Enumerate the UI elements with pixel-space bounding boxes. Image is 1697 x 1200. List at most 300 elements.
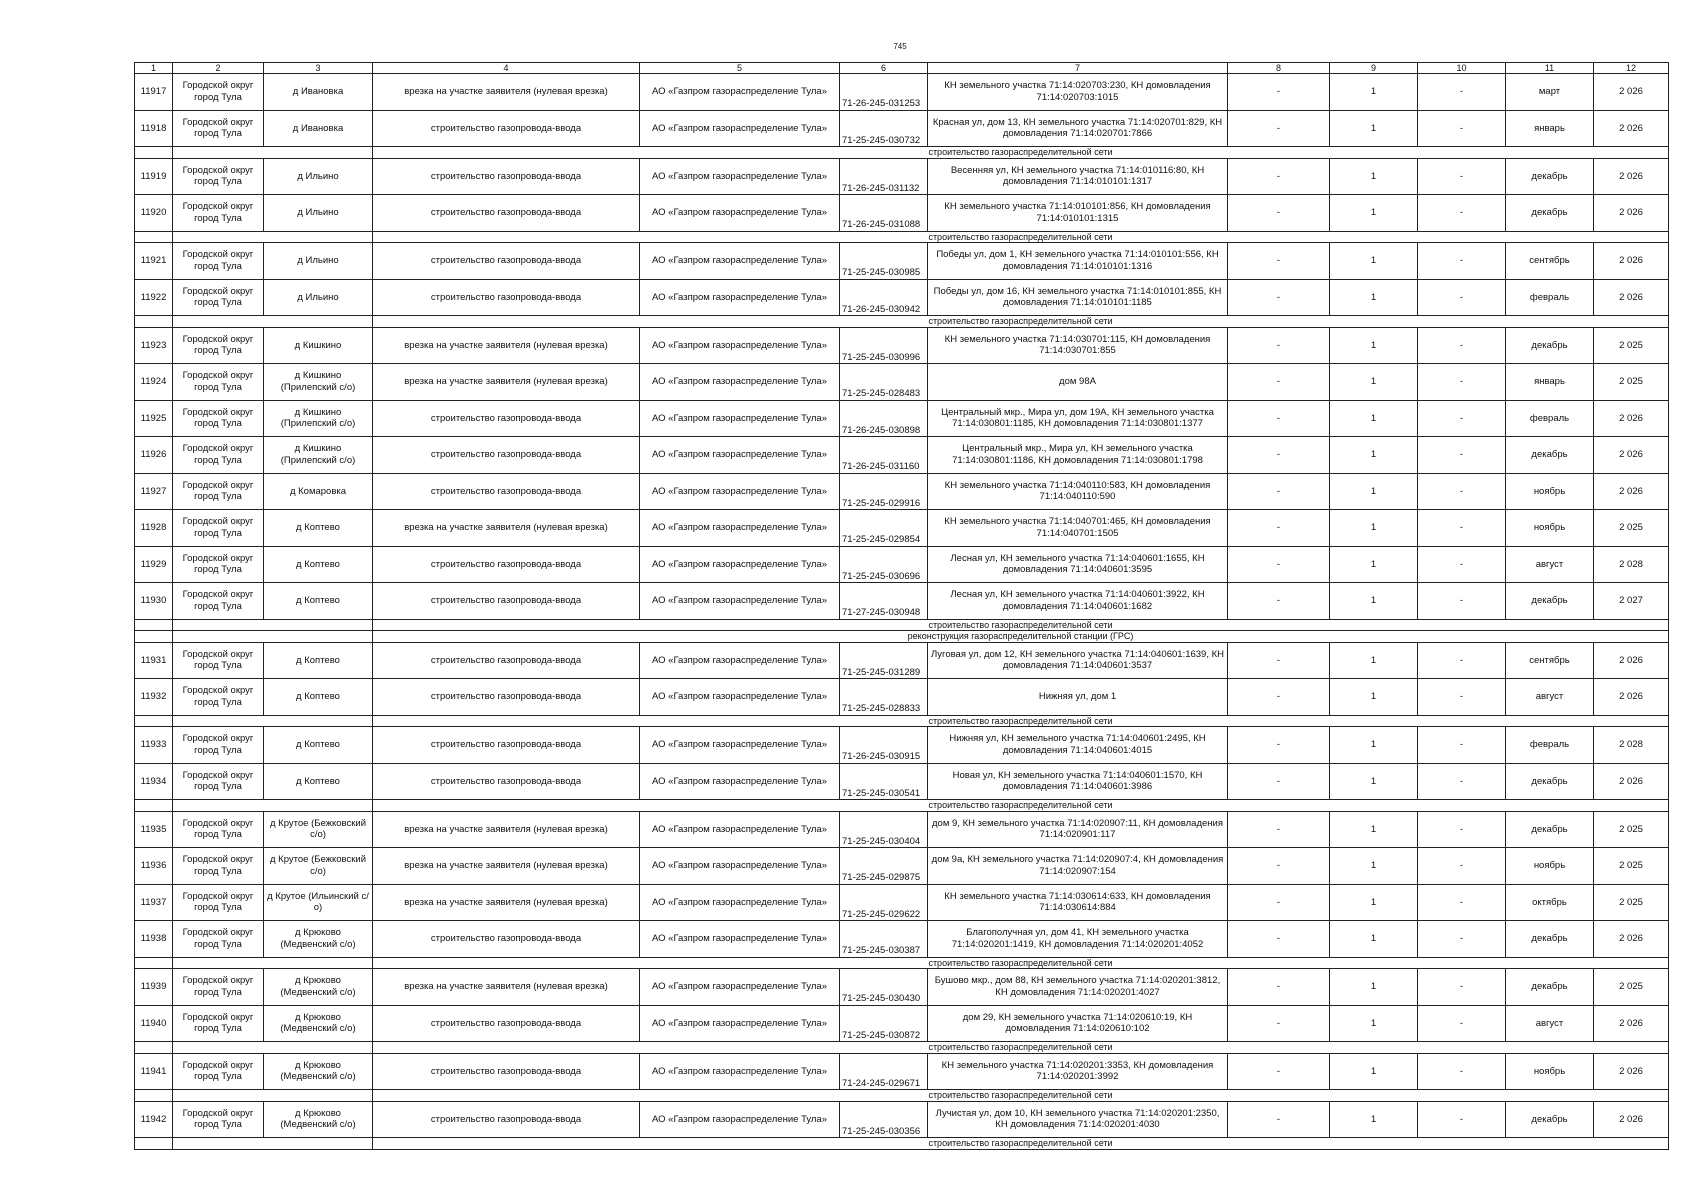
table-body (135, 63, 1669, 1150)
work-type-cell: врезка на участке заявителя (нулевая врезка) (373, 884, 640, 921)
year-cell: 2 026 (1594, 279, 1669, 316)
code-cell: 71-25-245-030430 (840, 969, 928, 1006)
code-cell: 71-25-245-030356 (840, 1101, 928, 1138)
col10-cell: - (1418, 1053, 1506, 1090)
col10-cell: - (1418, 437, 1506, 474)
col10-cell: - (1418, 763, 1506, 800)
code-cell: 71-26-245-031088 (840, 195, 928, 232)
organization-cell: АО «Газпром газораспределение Тула» (640, 642, 840, 679)
year-cell: 2 026 (1594, 243, 1669, 280)
section-title: строительство газораспределительной сети (373, 147, 1669, 159)
table-row (135, 510, 1669, 547)
col10-cell: - (1418, 279, 1506, 316)
code-cell: 71-26-245-030898 (840, 400, 928, 437)
row-number: 11919 (135, 158, 173, 195)
organization-cell: АО «Газпром газораспределение Тула» (640, 884, 840, 921)
col10-cell: - (1418, 969, 1506, 1006)
col8-cell: - (1228, 279, 1330, 316)
col8-cell: - (1228, 1053, 1330, 1090)
row-number: 11920 (135, 195, 173, 232)
table-row (135, 473, 1669, 510)
col9-cell: 1 (1330, 679, 1418, 716)
col8-cell: - (1228, 1005, 1330, 1042)
locality-cell: д Коптево (264, 510, 373, 547)
section-empty-cell (173, 231, 373, 243)
table-row (135, 327, 1669, 364)
locality-cell: д Ильино (264, 158, 373, 195)
district-cell: Городской округ город Тула (173, 243, 264, 280)
month-cell: февраль (1506, 279, 1594, 316)
month-cell: ноябрь (1506, 848, 1594, 885)
object-description-cell: КН земельного участка 71:14:040110:583, КН домовладения 71:14:040110:590 (928, 473, 1228, 510)
col8-cell: - (1228, 546, 1330, 583)
col8-cell: - (1228, 243, 1330, 280)
object-description-cell: дом 98А (928, 364, 1228, 401)
col8-cell: - (1228, 327, 1330, 364)
section-row (135, 316, 1669, 328)
organization-cell: АО «Газпром газораспределение Тула» (640, 1101, 840, 1138)
col8-cell: - (1228, 969, 1330, 1006)
section-row (135, 1138, 1669, 1150)
col8-cell: - (1228, 158, 1330, 195)
col-header: 7 (928, 63, 1228, 74)
locality-cell: д Кишкино (Прилепский с/о) (264, 400, 373, 437)
col10-cell: - (1418, 158, 1506, 195)
code-cell: 71-27-245-030948 (840, 583, 928, 620)
table-row (135, 1005, 1669, 1042)
month-cell: октябрь (1506, 884, 1594, 921)
organization-cell: АО «Газпром газораспределение Тула» (640, 110, 840, 147)
locality-cell: д Кишкино (Прилепский с/о) (264, 364, 373, 401)
section-row (135, 800, 1669, 812)
code-cell: 71-25-245-029622 (840, 884, 928, 921)
row-number: 11925 (135, 400, 173, 437)
row-number: 11933 (135, 727, 173, 764)
col8-cell: - (1228, 848, 1330, 885)
page-number: 745 (893, 42, 907, 51)
section-empty-cell (135, 619, 173, 631)
section-empty-cell (135, 631, 173, 643)
code-cell: 71-25-245-030985 (840, 243, 928, 280)
month-cell: ноябрь (1506, 1053, 1594, 1090)
locality-cell: д Крюково (Медвенский с/о) (264, 1053, 373, 1090)
header-row (135, 63, 1669, 74)
table-row (135, 437, 1669, 474)
col9-cell: 1 (1330, 642, 1418, 679)
district-cell: Городской округ город Тула (173, 279, 264, 316)
year-cell: 2 026 (1594, 642, 1669, 679)
year-cell: 2 025 (1594, 848, 1669, 885)
row-number: 11940 (135, 1005, 173, 1042)
district-cell: Городской округ город Тула (173, 727, 264, 764)
section-title: реконструкция газораспределительной станции (ГРС) (373, 631, 1669, 643)
table-row (135, 195, 1669, 232)
year-cell: 2 026 (1594, 1101, 1669, 1138)
table-row (135, 811, 1669, 848)
work-type-cell: строительство газопровода-ввода (373, 583, 640, 620)
year-cell: 2 027 (1594, 583, 1669, 620)
section-empty-cell (135, 147, 173, 159)
year-cell: 2 026 (1594, 679, 1669, 716)
section-empty-cell (173, 800, 373, 812)
col10-cell: - (1418, 195, 1506, 232)
district-cell: Городской округ город Тула (173, 110, 264, 147)
year-cell: 2 025 (1594, 811, 1669, 848)
object-description-cell: дом 29, КН земельного участка 71:14:020610:19, КН домовладения 71:14:020610:102 (928, 1005, 1228, 1042)
col9-cell: 1 (1330, 327, 1418, 364)
table-row (135, 679, 1669, 716)
row-number: 11937 (135, 884, 173, 921)
locality-cell: д Коптево (264, 583, 373, 620)
code-cell: 71-25-245-030732 (840, 110, 928, 147)
code-cell: 71-25-245-028833 (840, 679, 928, 716)
organization-cell: АО «Газпром газораспределение Тула» (640, 583, 840, 620)
organization-cell: АО «Газпром газораспределение Тула» (640, 400, 840, 437)
col8-cell: - (1228, 763, 1330, 800)
table-row (135, 1101, 1669, 1138)
work-type-cell: строительство газопровода-ввода (373, 279, 640, 316)
organization-cell: АО «Газпром газораспределение Тула» (640, 1053, 840, 1090)
month-cell: сентябрь (1506, 243, 1594, 280)
code-cell: 71-25-245-030996 (840, 327, 928, 364)
work-type-cell: строительство газопровода-ввода (373, 110, 640, 147)
col10-cell: - (1418, 546, 1506, 583)
organization-cell: АО «Газпром газораспределение Тула» (640, 279, 840, 316)
month-cell: январь (1506, 364, 1594, 401)
code-cell: 71-25-245-029875 (840, 848, 928, 885)
object-description-cell: КН земельного участка 71:14:020201:3353, КН домовладения 71:14:020201:3992 (928, 1053, 1228, 1090)
district-cell: Городской округ город Тула (173, 921, 264, 958)
year-cell: 2 026 (1594, 74, 1669, 111)
section-row (135, 715, 1669, 727)
col10-cell: - (1418, 74, 1506, 111)
locality-cell: д Кишкино (Прилепский с/о) (264, 437, 373, 474)
col-header: 6 (840, 63, 928, 74)
col10-cell: - (1418, 473, 1506, 510)
section-row (135, 1042, 1669, 1054)
district-cell: Городской округ город Тула (173, 473, 264, 510)
section-empty-cell (135, 1138, 173, 1150)
month-cell: декабрь (1506, 583, 1594, 620)
locality-cell: д Крюково (Медвенский с/о) (264, 921, 373, 958)
code-cell: 71-26-245-031253 (840, 74, 928, 111)
year-cell: 2 025 (1594, 364, 1669, 401)
table-row (135, 74, 1669, 111)
month-cell: февраль (1506, 400, 1594, 437)
month-cell: август (1506, 1005, 1594, 1042)
col10-cell: - (1418, 583, 1506, 620)
section-title: строительство газораспределительной сети (373, 1090, 1669, 1102)
section-title: строительство газораспределительной сети (373, 619, 1669, 631)
district-cell: Городской округ город Тула (173, 1005, 264, 1042)
work-type-cell: строительство газопровода-ввода (373, 763, 640, 800)
locality-cell: д Ильино (264, 195, 373, 232)
object-description-cell: КН земельного участка 71:14:020703:230, КН домовладения 71:14:020703:1015 (928, 74, 1228, 111)
col8-cell: - (1228, 811, 1330, 848)
col-header: 1 (135, 63, 173, 74)
month-cell: декабрь (1506, 921, 1594, 958)
month-cell: декабрь (1506, 811, 1594, 848)
month-cell: декабрь (1506, 763, 1594, 800)
row-number: 11936 (135, 848, 173, 885)
section-empty-cell (135, 231, 173, 243)
section-row (135, 147, 1669, 159)
section-title: строительство газораспределительной сети (373, 1138, 1669, 1150)
object-description-cell: Весенняя ул, КН земельного участка 71:14:010116:80, КН домовладения 71:14:010101:1317 (928, 158, 1228, 195)
col9-cell: 1 (1330, 243, 1418, 280)
col8-cell: - (1228, 473, 1330, 510)
code-cell: 71-25-245-029854 (840, 510, 928, 547)
work-type-cell: строительство газопровода-ввода (373, 243, 640, 280)
code-cell: 71-26-245-031132 (840, 158, 928, 195)
object-description-cell: дом 9, КН земельного участка 71:14:020907:11, КН домовладения 71:14:020901:117 (928, 811, 1228, 848)
col10-cell: - (1418, 679, 1506, 716)
col9-cell: 1 (1330, 763, 1418, 800)
object-description-cell: Лесная ул, КН земельного участка 71:14:040601:3922, КН домовладения 71:14:040601:1682 (928, 583, 1228, 620)
table-row (135, 642, 1669, 679)
work-type-cell: строительство газопровода-ввода (373, 546, 640, 583)
section-empty-cell (135, 1042, 173, 1054)
col10-cell: - (1418, 364, 1506, 401)
section-title: строительство газораспределительной сети (373, 800, 1669, 812)
table-row (135, 546, 1669, 583)
section-empty-cell (173, 1090, 373, 1102)
locality-cell: д Крюково (Медвенский с/о) (264, 1005, 373, 1042)
code-cell: 71-25-245-030387 (840, 921, 928, 958)
table-row (135, 279, 1669, 316)
col9-cell: 1 (1330, 1053, 1418, 1090)
table-row (135, 969, 1669, 1006)
row-number: 11924 (135, 364, 173, 401)
work-type-cell: врезка на участке заявителя (нулевая врезка) (373, 327, 640, 364)
col9-cell: 1 (1330, 811, 1418, 848)
row-number: 11938 (135, 921, 173, 958)
table-row (135, 400, 1669, 437)
month-cell: декабрь (1506, 1101, 1594, 1138)
object-description-cell: Нижняя ул, дом 1 (928, 679, 1228, 716)
col8-cell: - (1228, 642, 1330, 679)
code-cell: 71-26-245-031160 (840, 437, 928, 474)
col8-cell: - (1228, 74, 1330, 111)
col8-cell: - (1228, 364, 1330, 401)
col10-cell: - (1418, 510, 1506, 547)
col9-cell: 1 (1330, 1005, 1418, 1042)
district-cell: Городской округ город Тула (173, 400, 264, 437)
section-title: строительство газораспределительной сети (373, 316, 1669, 328)
district-cell: Городской округ город Тула (173, 510, 264, 547)
col8-cell: - (1228, 727, 1330, 764)
row-number: 11935 (135, 811, 173, 848)
year-cell: 2 026 (1594, 1005, 1669, 1042)
col10-cell: - (1418, 1101, 1506, 1138)
locality-cell: д Коптево (264, 679, 373, 716)
organization-cell: АО «Газпром газораспределение Тула» (640, 243, 840, 280)
month-cell: ноябрь (1506, 473, 1594, 510)
section-title: строительство газораспределительной сети (373, 957, 1669, 969)
organization-cell: АО «Газпром газораспределение Тула» (640, 546, 840, 583)
locality-cell: д Крутое (Бежковский с/о) (264, 811, 373, 848)
col10-cell: - (1418, 848, 1506, 885)
row-number: 11923 (135, 327, 173, 364)
year-cell: 2 026 (1594, 473, 1669, 510)
section-title: строительство газораспределительной сети (373, 715, 1669, 727)
col9-cell: 1 (1330, 110, 1418, 147)
organization-cell: АО «Газпром газораспределение Тула» (640, 921, 840, 958)
row-number: 11922 (135, 279, 173, 316)
col10-cell: - (1418, 811, 1506, 848)
col-header: 4 (373, 63, 640, 74)
row-number: 11927 (135, 473, 173, 510)
object-description-cell: Бушово мкр., дом 88, КН земельного участка 71:14:020201:3812, КН домовладения 71:14:020201:4027 (928, 969, 1228, 1006)
col10-cell: - (1418, 642, 1506, 679)
object-description-cell: КН земельного участка 71:14:030614:633, КН домовладения 71:14:030614:884 (928, 884, 1228, 921)
year-cell: 2 026 (1594, 763, 1669, 800)
organization-cell: АО «Газпром газораспределение Тула» (640, 679, 840, 716)
object-description-cell: Красная ул, дом 13, КН земельного участка 71:14:020701:829, КН домовладения 71:14:020701:7866 (928, 110, 1228, 147)
col10-cell: - (1418, 1005, 1506, 1042)
row-number: 11918 (135, 110, 173, 147)
col8-cell: - (1228, 921, 1330, 958)
organization-cell: АО «Газпром газораспределение Тула» (640, 195, 840, 232)
object-description-cell: КН земельного участка 71:14:040701:465, КН домовладения 71:14:040701:1505 (928, 510, 1228, 547)
col10-cell: - (1418, 921, 1506, 958)
month-cell: август (1506, 679, 1594, 716)
col8-cell: - (1228, 195, 1330, 232)
year-cell: 2 025 (1594, 510, 1669, 547)
month-cell: декабрь (1506, 437, 1594, 474)
work-type-cell: строительство газопровода-ввода (373, 437, 640, 474)
section-empty-cell (173, 715, 373, 727)
object-description-cell: Луговая ул, дом 12, КН земельного участка 71:14:040601:1639, КН домовладения 71:14:040601:3537 (928, 642, 1228, 679)
organization-cell: АО «Газпром газораспределение Тула» (640, 364, 840, 401)
year-cell: 2 026 (1594, 195, 1669, 232)
district-cell: Городской округ город Тула (173, 583, 264, 620)
section-empty-cell (135, 800, 173, 812)
object-description-cell: Лучистая ул, дом 10, КН земельного участка 71:14:020201:2350, КН домовладения 71:14:020201:4030 (928, 1101, 1228, 1138)
col10-cell: - (1418, 327, 1506, 364)
row-number: 11929 (135, 546, 173, 583)
locality-cell: д Крюково (Медвенский с/о) (264, 1101, 373, 1138)
col8-cell: - (1228, 110, 1330, 147)
organization-cell: АО «Газпром газораспределение Тула» (640, 327, 840, 364)
object-description-cell: Победы ул, дом 16, КН земельного участка 71:14:010101:855, КН домовладения 71:14:010101:1185 (928, 279, 1228, 316)
col8-cell: - (1228, 679, 1330, 716)
col-header: 3 (264, 63, 373, 74)
work-type-cell: врезка на участке заявителя (нулевая врезка) (373, 811, 640, 848)
object-description-cell: Благополучная ул, дом 41, КН земельного участка 71:14:020201:1419, КН домовладения 71:14:020201:4052 (928, 921, 1228, 958)
col9-cell: 1 (1330, 364, 1418, 401)
year-cell: 2 026 (1594, 400, 1669, 437)
row-number: 11931 (135, 642, 173, 679)
col9-cell: 1 (1330, 1101, 1418, 1138)
locality-cell: д Коптево (264, 727, 373, 764)
col-header: 11 (1506, 63, 1594, 74)
district-cell: Городской округ город Тула (173, 679, 264, 716)
row-number: 11921 (135, 243, 173, 280)
work-type-cell: врезка на участке заявителя (нулевая врезка) (373, 969, 640, 1006)
year-cell: 2 026 (1594, 437, 1669, 474)
work-type-cell: врезка на участке заявителя (нулевая врезка) (373, 74, 640, 111)
col9-cell: 1 (1330, 437, 1418, 474)
object-description-cell: КН земельного участка 71:14:010101:856, КН домовладения 71:14:010101:1315 (928, 195, 1228, 232)
col9-cell: 1 (1330, 279, 1418, 316)
code-cell: 71-25-245-030541 (840, 763, 928, 800)
district-cell: Городской округ город Тула (173, 811, 264, 848)
col9-cell: 1 (1330, 510, 1418, 547)
month-cell: август (1506, 546, 1594, 583)
work-type-cell: врезка на участке заявителя (нулевая врезка) (373, 364, 640, 401)
organization-cell: АО «Газпром газораспределение Тула» (640, 969, 840, 1006)
col9-cell: 1 (1330, 74, 1418, 111)
work-type-cell: строительство газопровода-ввода (373, 679, 640, 716)
table-row (135, 110, 1669, 147)
section-title: строительство газораспределительной сети (373, 231, 1669, 243)
col-header: 10 (1418, 63, 1506, 74)
col10-cell: - (1418, 243, 1506, 280)
district-cell: Городской округ город Тула (173, 884, 264, 921)
row-number: 11930 (135, 583, 173, 620)
col-header: 8 (1228, 63, 1330, 74)
row-number: 11928 (135, 510, 173, 547)
section-empty-cell (135, 316, 173, 328)
col9-cell: 1 (1330, 921, 1418, 958)
col8-cell: - (1228, 510, 1330, 547)
organization-cell: АО «Газпром газораспределение Тула» (640, 811, 840, 848)
col9-cell: 1 (1330, 583, 1418, 620)
work-type-cell: строительство газопровода-ввода (373, 158, 640, 195)
section-empty-cell (173, 957, 373, 969)
col9-cell: 1 (1330, 969, 1418, 1006)
code-cell: 71-24-245-029671 (840, 1053, 928, 1090)
month-cell: декабрь (1506, 158, 1594, 195)
district-cell: Городской округ город Тула (173, 642, 264, 679)
organization-cell: АО «Газпром газораспределение Тула» (640, 763, 840, 800)
code-cell: 71-25-245-030404 (840, 811, 928, 848)
organization-cell: АО «Газпром газораспределение Тула» (640, 437, 840, 474)
object-description-cell: Новая ул, КН земельного участка 71:14:040601:1570, КН домовладения 71:14:040601:3986 (928, 763, 1228, 800)
organization-cell: АО «Газпром газораспределение Тула» (640, 158, 840, 195)
district-cell: Городской округ город Тула (173, 364, 264, 401)
month-cell: декабрь (1506, 195, 1594, 232)
work-type-cell: строительство газопровода-ввода (373, 727, 640, 764)
month-cell: декабрь (1506, 969, 1594, 1006)
row-number: 11942 (135, 1101, 173, 1138)
col8-cell: - (1228, 1101, 1330, 1138)
object-description-cell: Победы ул, дом 1, КН земельного участка 71:14:010101:556, КН домовладения 71:14:010101:1316 (928, 243, 1228, 280)
district-cell: Городской округ город Тула (173, 848, 264, 885)
year-cell: 2 026 (1594, 110, 1669, 147)
col10-cell: - (1418, 884, 1506, 921)
work-type-cell: строительство газопровода-ввода (373, 1053, 640, 1090)
year-cell: 2 026 (1594, 921, 1669, 958)
work-type-cell: строительство газопровода-ввода (373, 1005, 640, 1042)
gas-network-table (134, 62, 1669, 1150)
object-description-cell: Нижняя ул, КН земельного участка 71:14:040601:2495, КН домовладения 71:14:040601:4015 (928, 727, 1228, 764)
locality-cell: д Комаровка (264, 473, 373, 510)
col9-cell: 1 (1330, 158, 1418, 195)
section-row (135, 631, 1669, 643)
section-empty-cell (135, 1090, 173, 1102)
col9-cell: 1 (1330, 884, 1418, 921)
object-description-cell: КН земельного участка 71:14:030701:115, КН домовладения 71:14:030701:855 (928, 327, 1228, 364)
section-empty-cell (135, 715, 173, 727)
row-number: 11932 (135, 679, 173, 716)
col9-cell: 1 (1330, 546, 1418, 583)
col8-cell: - (1228, 583, 1330, 620)
work-type-cell: врезка на участке заявителя (нулевая врезка) (373, 510, 640, 547)
section-row (135, 619, 1669, 631)
section-empty-cell (173, 1138, 373, 1150)
